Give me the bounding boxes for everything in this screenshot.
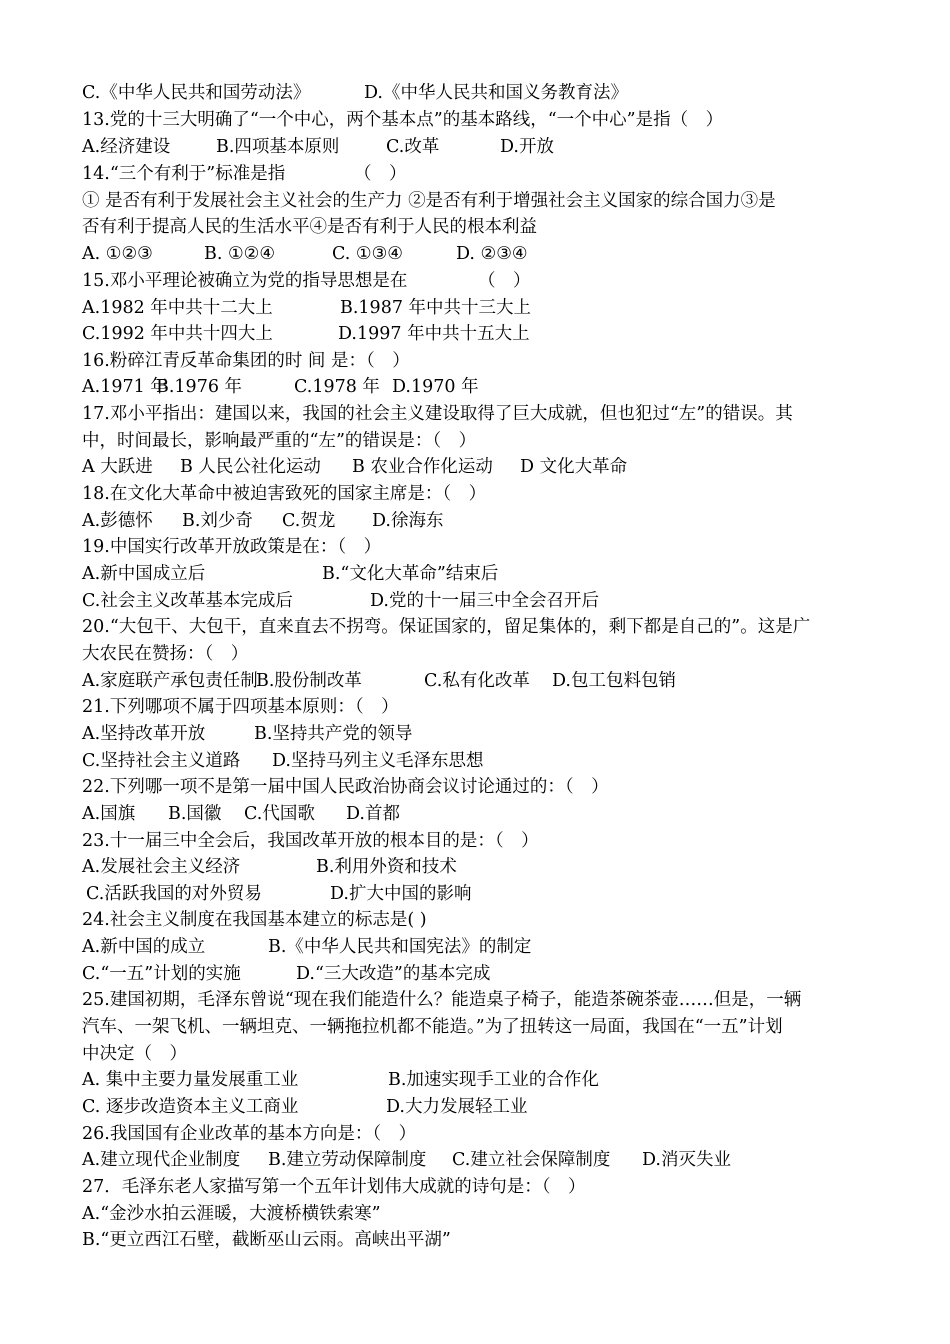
text-line [82,348,872,374]
text-line [82,428,872,454]
option-text: D.开放 [500,137,554,157]
option-text: A.彭德怀 [82,511,153,531]
option-text: A.1982 年中共十二大上 [82,298,273,318]
line-text: 24.社会主义制度在我国基本建立的标志是( ) [82,910,427,930]
text-line [82,1174,872,1200]
line-text: B.“更立西江石壁，截断巫山云雨。高峡出平湖” [82,1230,451,1250]
text-line [82,534,872,560]
option-text: A.家庭联产承包责任制 [82,671,258,691]
option-text: D.“三大改造”的基本完成 [296,964,491,984]
text-line [82,1014,872,1040]
option-text: C.贺龙 [282,511,336,531]
text-line [82,321,872,347]
line-text: 20.“大包干、大包干，直来直去不拐弯。保证国家的，留足集体的，剩下都是自己的”。这是广 [82,617,811,637]
option-text: D.1970 年 [392,377,479,397]
option-text: C. ①③④ [332,244,403,264]
option-text: C.私有化改革 [424,671,530,691]
text-line [82,241,872,267]
line-text: 27．毛泽东老人家描写第一个五年计划伟大成就的诗句是：（ ） [82,1177,586,1197]
option-text: C.坚持社会主义道路 [82,751,241,771]
option-text: A.1971 年 [82,377,168,397]
line-text: 23.十一届三中全会后，我国改革开放的根本目的是：（ ） [82,831,539,851]
option-text: C.1978 年 [294,377,380,397]
option-text: B.1976 年 [156,377,243,397]
option-text: B.“文化大革命”结束后 [322,564,499,584]
option-text: 14.“三个有利于”标准是指 [82,164,286,184]
text-line [82,561,872,587]
line-text: A.“金沙水拍云涯暖，大渡桥横铁索寒” [82,1204,381,1224]
text-line [82,987,872,1013]
option-text: C.1992 年中共十四大上 [82,324,273,344]
text-line [82,80,872,106]
line-text: 22.下列哪一项不是第一届中国人民政治协商会议讨论通过的：（ ） [82,777,609,797]
option-text: D.徐海东 [372,511,444,531]
text-line [82,1121,872,1147]
option-text: D.首都 [346,804,400,824]
text-line [82,907,872,933]
text-line [82,1067,872,1093]
option-text: D 文化大革命 [520,457,628,477]
option-text: D.扩大中国的影响 [330,884,472,904]
option-text: A.坚持改革开放 [82,724,206,744]
text-line [82,961,872,987]
option-text: B 人民公社化运动 [180,457,321,477]
option-text: C.“一五”计划的实施 [82,964,241,984]
line-text: 17.邓小平指出：建国以来，我国的社会主义建设取得了巨大成就，但也犯过“左”的错误。其 [82,404,793,424]
option-text: A.经济建设 [82,137,171,157]
text-line [82,508,872,534]
text-line [82,641,872,667]
option-text: C.建立社会保障制度 [452,1150,611,1170]
option-text: B.刘少奇 [182,511,253,531]
text-line [82,748,872,774]
text-line [82,1041,872,1067]
text-line [82,1201,872,1227]
option-text: C. 逐步改造资本主义工商业 [82,1097,299,1117]
option-text: C.活跃我国的对外贸易 [86,884,262,904]
option-text: A 大跃进 [82,457,153,477]
option-text: B 农业合作化运动 [352,457,493,477]
option-text: B.坚持共产党的领导 [254,724,413,744]
text-line [82,614,872,640]
option-text: D.包工包料包销 [552,671,676,691]
text-line [82,295,872,321]
option-text: C.社会主义改革基本完成后 [82,591,293,611]
text-line [82,161,872,187]
text-line [82,588,872,614]
text-line [82,854,872,880]
text-line [82,107,872,133]
line-text: 汽车、一架飞机、一辆坦克、一辆拖拉机都不能造。”为了扭转这一局面，我国在“一五”计划 [82,1017,783,1037]
line-text: 16.粉碎江青反革命集团的时 间 是：（ ） [82,351,410,371]
option-text: D.《中华人民共和国义务教育法》 [364,83,628,103]
option-text: A.新中国的成立 [82,937,206,957]
line-text: 中决定（ ） [82,1044,187,1064]
text-line [82,214,872,240]
line-text: 13.党的十三大明确了“一个中心，两个基本点”的基本路线，“一个中心”是指（ ） [82,110,724,130]
text-line [82,188,872,214]
option-text: B.利用外资和技术 [316,857,457,877]
option-text: D.大力发展轻工业 [386,1097,528,1117]
line-text: 26.我国国有企业改革的基本方向是：（ ） [82,1124,417,1144]
line-text: 18.在文化大革命中被迫害致死的国家主席是：（ ） [82,484,487,504]
option-text: B.四项基本原则 [216,137,340,157]
text-line [82,374,872,400]
line-text: ① 是否有利于发展社会主义社会的生产力 ②是否有利于增强社会主义国家的综合国力③是 [82,191,776,211]
option-text: D.坚持马列主义毛泽东思想 [272,751,484,771]
option-text: A.建立现代企业制度 [82,1150,241,1170]
line-text: 19.中国实行改革开放政策是在：（ ） [82,537,382,557]
text-line [82,668,872,694]
option-text: A.发展社会主义经济 [82,857,241,877]
line-text: 否有利于提高人民的生活水平④是否有利于人民的根本利益 [82,217,537,237]
option-text: B.加速实现手工业的合作化 [388,1070,599,1090]
option-text: D.消灭失业 [642,1150,731,1170]
option-text: （ ） [478,271,531,291]
text-line [82,828,872,854]
text-line [82,694,872,720]
line-text: 21.下列哪项不属于四项基本原则：（ ） [82,697,399,717]
text-line [82,1147,872,1173]
option-text: B.国徽 [168,804,222,824]
line-text: 25.建国初期，毛泽东曾说“现在我们能造什么？能造桌子椅子，能造茶碗茶壶……但是，一辆 [82,990,802,1010]
option-text: C.《中华人民共和国劳动法》 [82,83,311,103]
option-text: A.新中国成立后 [82,564,206,584]
text-line [82,268,872,294]
text-line [82,1094,872,1120]
option-text: D. ②③④ [456,244,528,264]
text-line [82,454,872,480]
option-text: B.建立劳动保障制度 [268,1150,427,1170]
text-line [82,134,872,160]
option-text: D.党的十一届三中全会召开后 [370,591,599,611]
text-line [82,401,872,427]
text-line [82,934,872,960]
text-line [82,774,872,800]
line-text: 中，时间最长，影响最严重的“左”的错误是：（ ） [82,431,477,451]
option-text: B.《中华人民共和国宪法》的制定 [268,937,532,957]
option-text: A.国旗 [82,804,136,824]
option-text: 15.邓小平理论被确立为党的指导思想是在 [82,271,408,291]
option-text: D.1997 年中共十五大上 [338,324,530,344]
option-text: B.股份制改革 [256,671,362,691]
text-line [82,481,872,507]
option-text: C.改革 [386,137,440,157]
text-line [82,881,872,907]
option-text: B. ①②④ [204,244,276,264]
line-text: 大农民在赞扬：（ ） [82,644,249,664]
option-text: A. 集中主要力量发展重工业 [82,1070,299,1090]
option-text: （ ） [354,164,407,184]
option-text: A. ①②③ [82,244,153,264]
option-text: B.1987 年中共十三大上 [340,298,532,318]
text-line [82,1227,872,1253]
option-text: C.代国歌 [244,804,315,824]
text-line [82,801,872,827]
text-line [82,721,872,747]
